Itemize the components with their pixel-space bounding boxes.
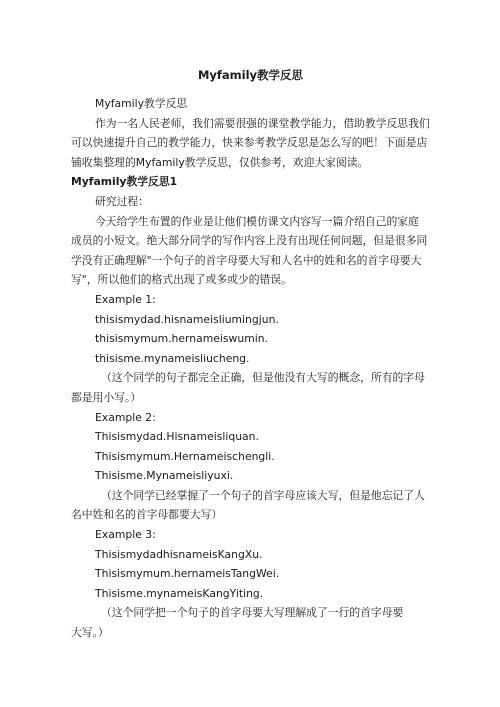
example-2-sentence-3: Thisisme.Mynameisliyuxi. xyxy=(95,469,234,483)
example-3-comment-1: （这个同学把一个句子的首字母要大写理解成了一行的首字母要 xyxy=(101,606,404,620)
intro-title: Myfamily教学反思 xyxy=(95,97,188,110)
example-1-comment-2: 都是用小写。） xyxy=(71,390,142,404)
example-2-comment-2: 名中姓和名的首字母都要大写） xyxy=(71,508,223,522)
section-heading: Myfamily教学反思1 xyxy=(71,175,178,189)
example-3-sentence-2: Thisismymum.hernameisTangWei. xyxy=(95,567,280,581)
example-2-label: Example 2: xyxy=(95,410,156,424)
example-3-sentence-3: Thisisme.mynameisKangYiting. xyxy=(95,586,264,600)
example-1-sentence-1: thisismydad.hisnameisliumingjun. xyxy=(95,312,279,326)
example-2-sentence-1: Thisismydad.Hisnameisliquan. xyxy=(95,430,259,444)
research-label: 研究过程： xyxy=(95,194,149,208)
example-3-label: Example 3: xyxy=(95,528,156,542)
example-3-comment-2: 大写。） xyxy=(71,626,109,640)
paragraph-line-1: 今天给学生布置的作业是让他们模仿课文内容写一篇介绍自己的家庭 xyxy=(95,214,419,228)
document-title: Myfamily教学反思 xyxy=(197,68,304,82)
example-2-comment-1: （这个同学已经掌握了一个句子的首字母应该大写，但是他忘记了人 xyxy=(101,488,425,502)
intro-line-1: 作为一名人民老师，我们需要很强的课堂教学能力，借助教学反思我们 xyxy=(95,116,430,130)
paragraph-line-2: 成员的小短文。绝大部分同学的写作内容上没有出现任何问题，但是很多同 xyxy=(71,234,428,248)
example-1-comment-1: （这个同学的句子都完全正确，但是他没有大写的概念，所有的字母 xyxy=(101,371,425,385)
example-3-sentence-1: ThisismydadhisnameisKangXu. xyxy=(95,547,263,561)
example-1-sentence-3: thisisme.mynameisliucheng. xyxy=(95,351,250,365)
example-2-sentence-2: Thisismymum.Hernameischengli. xyxy=(95,449,275,463)
intro-line-3: 铺收集整理的Myfamily教学反思，仅供参考，欢迎大家阅读。 xyxy=(71,155,369,169)
example-1-sentence-2: thisismymum.hernameiswumin. xyxy=(95,332,268,346)
example-1-label: Example 1: xyxy=(95,292,156,306)
intro-line-2: 可以快速提升自己的教学能力，快来参考教学反思是怎么写的吧！下面是店 xyxy=(71,136,428,150)
paragraph-line-3: 学没有正确理解"一个句子的首字母要大写和人名中的姓和名的首字母要大 xyxy=(71,253,422,267)
paragraph-line-4: 写"，所以他们的格式出现了或多或少的错误。 xyxy=(71,273,292,287)
